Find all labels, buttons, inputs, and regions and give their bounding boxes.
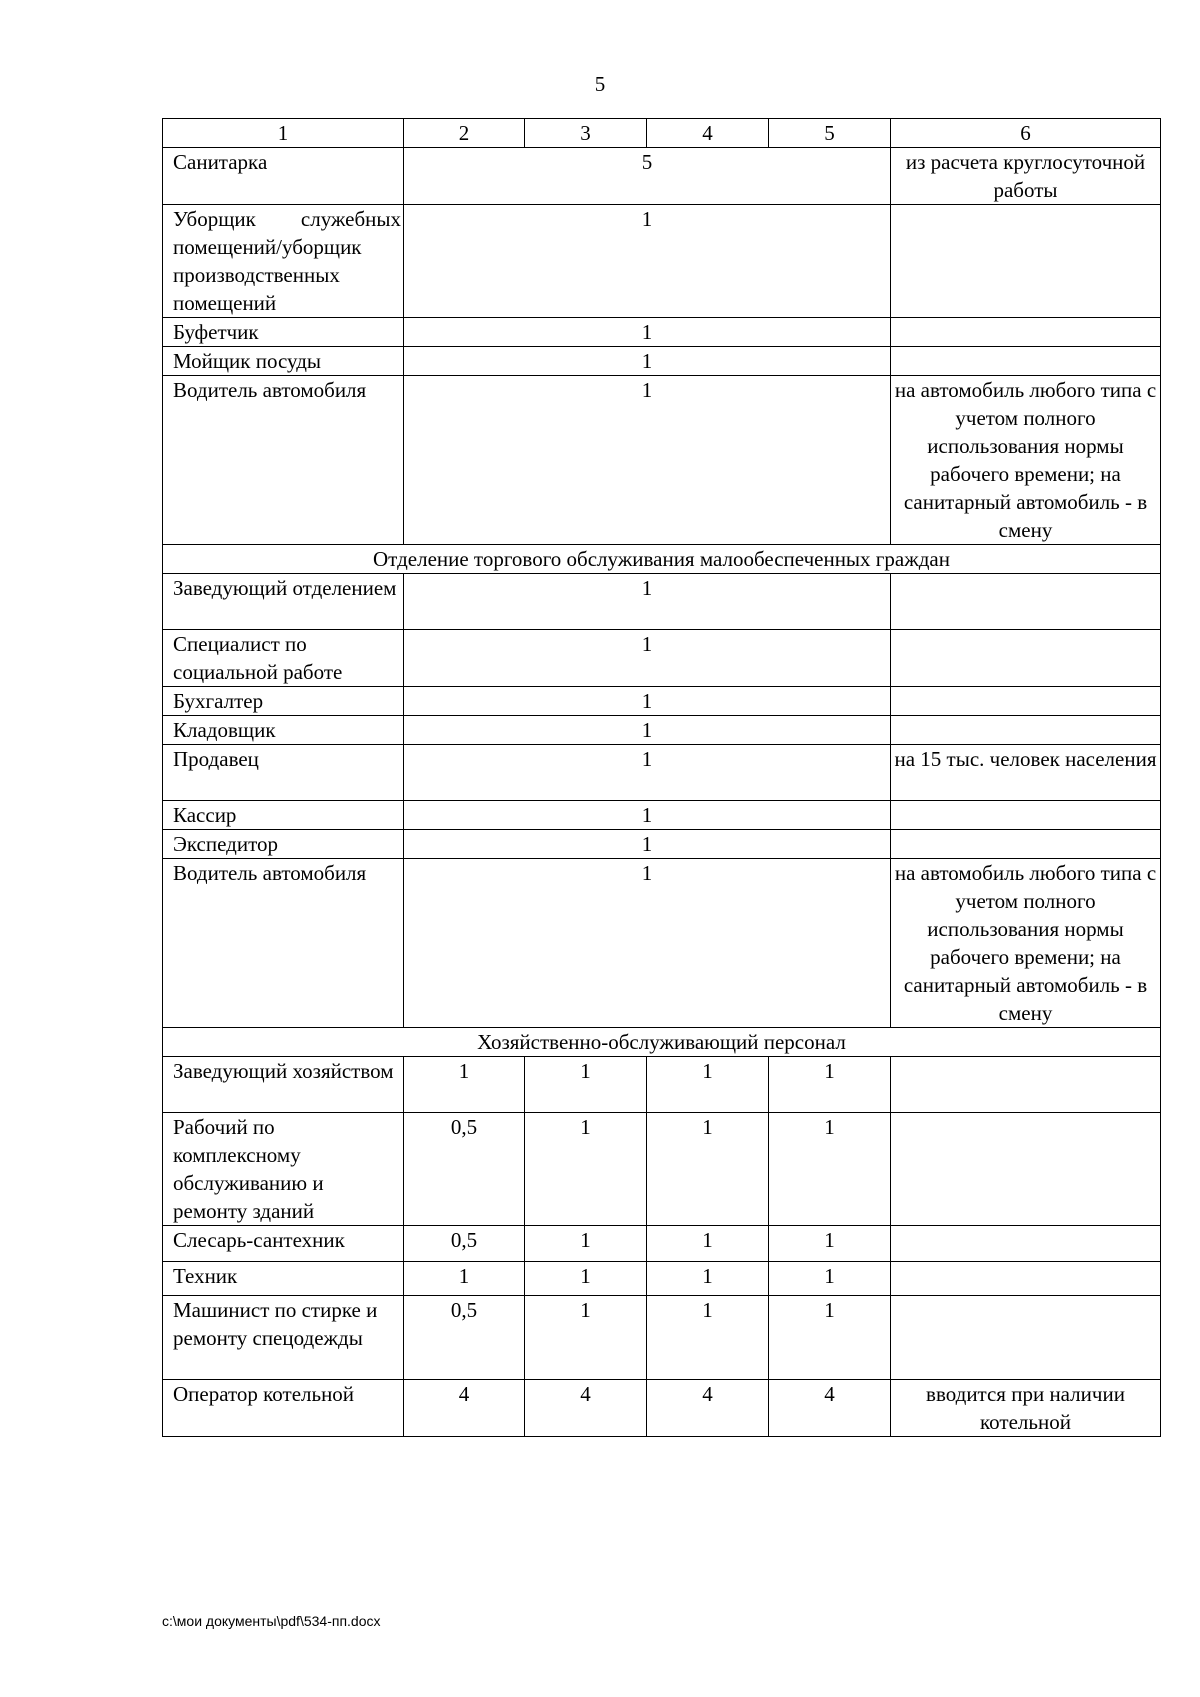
note-cell: на автомобиль любого типа с учетом полного использования нормы рабочего времени; на санитарный автомобиль - в смену — [891, 376, 1161, 545]
note-cell — [891, 1226, 1161, 1262]
column-header: 6 — [891, 119, 1161, 148]
position-name: Мойщик посуды — [173, 349, 322, 373]
table-row — [163, 148, 1161, 205]
position-name: Заведующий отделением — [173, 576, 397, 600]
column-header: 2 — [404, 119, 525, 148]
table-row — [163, 1296, 1161, 1380]
table-row — [163, 347, 1161, 376]
note-cell — [891, 801, 1161, 830]
value-cell: 1 — [769, 1226, 891, 1262]
table-row — [163, 376, 1161, 545]
value-cell: 1 — [525, 1262, 647, 1296]
value-cell: 1 — [525, 1296, 647, 1380]
position-cell — [163, 148, 404, 205]
value-cell: 1 — [769, 1296, 891, 1380]
value-cell: 1 — [404, 1262, 525, 1296]
value-cell: 0,5 — [404, 1226, 525, 1262]
staff-norms-table — [162, 118, 1161, 1437]
position-cell — [163, 830, 404, 859]
position-cell — [163, 716, 404, 745]
position-name: Специалист по социальной работе — [173, 632, 343, 684]
table-row — [163, 801, 1161, 830]
position-cell — [163, 376, 404, 545]
position-name: Техник — [173, 1264, 238, 1288]
column-header: 1 — [163, 119, 404, 148]
merged-value-cell: 5 — [404, 148, 891, 205]
value-cell: 0,5 — [404, 1113, 525, 1226]
note-cell — [891, 347, 1161, 376]
note-cell — [891, 630, 1161, 687]
value-cell: 1 — [647, 1057, 769, 1113]
value-cell: 1 — [525, 1113, 647, 1226]
value-cell: 4 — [769, 1380, 891, 1437]
value-cell: 4 — [525, 1380, 647, 1437]
merged-value-cell: 1 — [404, 745, 891, 801]
position-cell — [163, 1226, 404, 1262]
merged-value-cell: 1 — [404, 830, 891, 859]
merged-value-cell: 1 — [404, 859, 891, 1028]
note-cell: на 15 тыс. человек населения — [891, 745, 1161, 801]
table-row — [163, 830, 1161, 859]
table-row — [163, 687, 1161, 716]
note-cell — [891, 1296, 1161, 1380]
value-cell: 1 — [769, 1057, 891, 1113]
note-cell — [891, 205, 1161, 318]
column-header: 5 — [769, 119, 891, 148]
section-row — [163, 1028, 1161, 1057]
table-row — [163, 574, 1161, 630]
merged-value-cell: 1 — [404, 347, 891, 376]
table-row — [163, 318, 1161, 347]
file-path-footer: c:\мои документы\pdf\534-пп.docx — [162, 1613, 381, 1629]
value-cell: 1 — [525, 1226, 647, 1262]
position-cell — [163, 318, 404, 347]
table-row — [163, 1057, 1161, 1113]
value-cell: 4 — [404, 1380, 525, 1437]
table-row — [163, 1380, 1161, 1437]
position-name: Заведующий хозяйством — [173, 1059, 394, 1083]
value-cell: 1 — [525, 1057, 647, 1113]
position-name: Кассир — [173, 803, 237, 827]
value-cell: 1 — [647, 1296, 769, 1380]
table-row — [163, 745, 1161, 801]
value-cell: 0,5 — [404, 1296, 525, 1380]
position-name: Санитарка — [173, 150, 268, 174]
value-cell: 1 — [647, 1226, 769, 1262]
value-cell: 1 — [647, 1262, 769, 1296]
table-row — [163, 1226, 1161, 1262]
table-header-row — [163, 119, 1161, 148]
section-title: Отделение торгового обслуживания малообеспеченных граждан — [163, 545, 1161, 574]
page-number: 5 — [594, 72, 606, 96]
position-cell — [163, 1262, 404, 1296]
note-cell — [891, 830, 1161, 859]
note-cell — [891, 716, 1161, 745]
value-cell: 1 — [769, 1113, 891, 1226]
position-name: Слесарь-сантехник — [173, 1228, 345, 1252]
merged-value-cell: 1 — [404, 318, 891, 347]
merged-value-cell: 1 — [404, 801, 891, 830]
section-row — [163, 545, 1161, 574]
merged-value-cell: 1 — [404, 630, 891, 687]
note-cell — [891, 1113, 1161, 1226]
table-row — [163, 859, 1161, 1028]
position-name: Водитель автомобиля — [173, 861, 367, 885]
table-row — [163, 1113, 1161, 1226]
column-header: 4 — [647, 119, 769, 148]
value-cell: 1 — [769, 1262, 891, 1296]
position-name: Кладовщик — [173, 718, 276, 742]
position-name: Уборщик служебных помещений/уборщик производственных помещений — [173, 207, 401, 315]
merged-value-cell: 1 — [404, 376, 891, 545]
note-cell — [891, 687, 1161, 716]
position-cell — [163, 630, 404, 687]
position-name: Водитель автомобиля — [173, 378, 367, 402]
position-cell — [163, 1057, 404, 1113]
note-cell: на автомобиль любого типа с учетом полного использования нормы рабочего времени; на санитарный автомобиль - в смену — [891, 859, 1161, 1028]
position-cell — [163, 801, 404, 830]
merged-value-cell: 1 — [404, 716, 891, 745]
note-cell — [891, 574, 1161, 630]
position-cell — [163, 205, 404, 318]
column-header: 3 — [525, 119, 647, 148]
note-cell — [891, 1262, 1161, 1296]
table-row — [163, 716, 1161, 745]
position-name: Рабочий по комплексному обслуживанию и ремонту зданий — [173, 1115, 324, 1223]
value-cell: 1 — [404, 1057, 525, 1113]
merged-value-cell: 1 — [404, 205, 891, 318]
note-cell — [891, 1057, 1161, 1113]
position-name: Буфетчик — [173, 320, 259, 344]
value-cell: 4 — [647, 1380, 769, 1437]
table-row — [163, 1262, 1161, 1296]
note-cell: из расчета круглосуточной работы — [891, 148, 1161, 205]
position-name: Машинист по стирке и ремонту спецодежды — [173, 1298, 378, 1350]
position-name: Оператор котельной — [173, 1382, 355, 1406]
section-title: Хозяйственно-обслуживающий персонал — [163, 1028, 1161, 1057]
position-cell — [163, 687, 404, 716]
merged-value-cell: 1 — [404, 687, 891, 716]
position-cell — [163, 745, 404, 801]
position-name: Экспедитор — [173, 832, 278, 856]
merged-value-cell: 1 — [404, 574, 891, 630]
position-cell — [163, 1113, 404, 1226]
position-name: Продавец — [173, 747, 259, 771]
position-cell — [163, 347, 404, 376]
position-cell — [163, 1380, 404, 1437]
position-cell — [163, 1296, 404, 1380]
note-cell — [891, 318, 1161, 347]
value-cell: 1 — [647, 1113, 769, 1226]
position-name: Бухгалтер — [173, 689, 264, 713]
position-cell — [163, 859, 404, 1028]
table-row — [163, 205, 1161, 318]
table-row — [163, 630, 1161, 687]
position-cell — [163, 574, 404, 630]
note-cell: вводится при наличии котельной — [891, 1380, 1161, 1437]
